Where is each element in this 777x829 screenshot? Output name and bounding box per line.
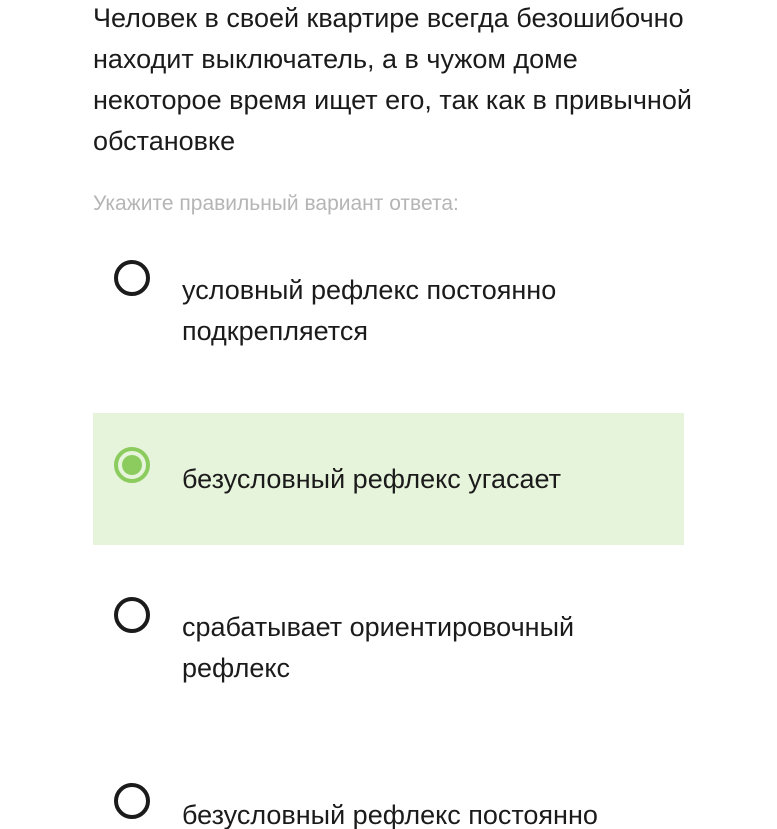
answer-option-4[interactable] [93, 773, 684, 829]
answer-hint: Укажите правильный вариант ответа: [93, 192, 459, 215]
question-text: Человек в своей квартире всегда безошибочно находит выключатель, а в чужом доме некоторое время ищет его, так как в привычной обстановке [93, 3, 692, 156]
answer-option-1[interactable] [93, 250, 684, 370]
radio-button[interactable] [114, 783, 150, 819]
answer-option-label: безусловный рефлекс постоянно [182, 800, 598, 829]
answer-option-label: условный рефлекс постоянно подкрепляется [182, 275, 557, 346]
answer-option-2[interactable] [93, 413, 684, 545]
answer-option-label: безусловный рефлекс угасает [182, 464, 561, 494]
radio-button-checked[interactable] [114, 447, 150, 483]
answer-option-label: срабатывает ориентировочный рефлекс [182, 612, 575, 683]
radio-button[interactable] [114, 597, 150, 633]
radio-button[interactable] [114, 260, 150, 296]
answer-option-3[interactable] [93, 587, 684, 707]
